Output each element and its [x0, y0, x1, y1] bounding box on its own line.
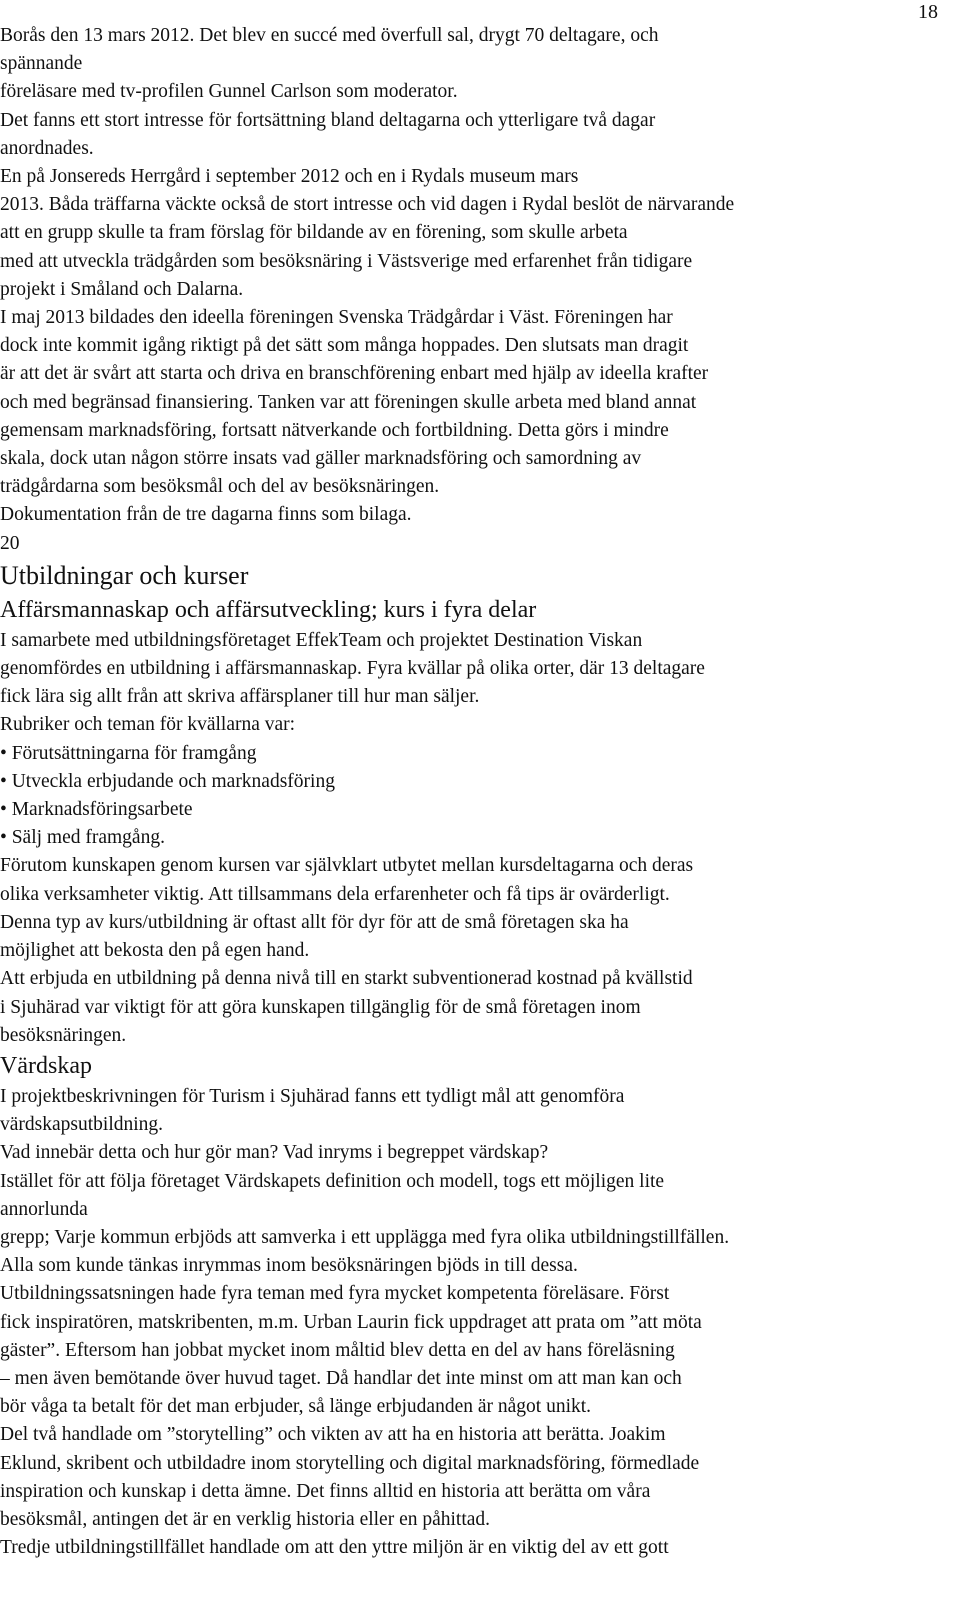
text-line: I maj 2013 bildades den ideella föreningen Svenska Trädgårdar i Väst. Föreningen har — [0, 307, 673, 329]
text-line: • Marknadsföringsarbete — [0, 799, 193, 821]
text-line: värdskapsutbildning. — [0, 1114, 164, 1136]
text-line: besöksnäringen. — [0, 1024, 127, 1046]
text-line: och med begränsad finansiering. Tanken var att föreningen skulle arbeta med bland annat — [0, 391, 697, 413]
text-line: Alla som kunde tänkas inrymmas inom besöksnäringen bjöds in till dessa. — [0, 1255, 578, 1277]
subsection-title-hosting: Värdskap — [0, 1052, 92, 1079]
subsection-title-business: Affärsmannaskap och affärsutveckling; kurs i fyra delar — [0, 596, 537, 623]
text-line: fick lära sig allt från att skriva affärsplaner till hur man säljer. — [0, 686, 480, 708]
subsection-business-text — [0, 627, 935, 1050]
text-line: besöksmål, antingen det är en verklig historia eller en påhittad. — [0, 1508, 491, 1530]
document-body — [0, 22, 935, 1562]
text-line: i Sjuhärad var viktigt för att göra kunskapen tillgänglig för de små företagen inom — [0, 996, 641, 1018]
text-line: Borås den 13 mars 2012. Det blev en succé med överfull sal, drygt 70 deltagare, och — [0, 25, 659, 46]
text-line: gäster”. Eftersom han jobbat mycket inom måltid blev detta en del av hans föreläsning — [0, 1339, 675, 1361]
text-line: En på Jonsereds Herrgård i september 2012 och en i Rydals museum mars — [0, 166, 579, 188]
text-line: Vad innebär detta och hur gör man? Vad inryms i begreppet värdskap? — [0, 1142, 549, 1164]
text-line: Förutom kunskapen genom kursen var självklart utbytet mellan kursdeltagarna och deras — [0, 855, 694, 877]
text-line: – men även bemötande över huvud taget. Då handlar det inte minst om att man kan och — [0, 1367, 682, 1389]
text-line: projekt i Småland och Dalarna. — [0, 278, 244, 300]
text-line: 2013. Båda träffarna väckte också de stort intresse och vid dagen i Rydal beslöt de närvarande — [0, 194, 735, 216]
text-line: att en grupp skulle ta fram förslag för bildande av en förening, som skulle arbeta — [0, 222, 628, 244]
page-number: 18 — [918, 1, 938, 23]
text-line: Dokumentation från de tre dagarna finns som bilaga. — [0, 504, 412, 526]
text-line: Tredje utbildningstillfället handlade om att den yttre miljön är en viktig del av ett gott — [0, 1537, 669, 1559]
text-line: grepp; Varje kommun erbjöds att samverka i ett upplägga med fyra olika utbildningstillfällen. — [0, 1226, 730, 1248]
text-line: • Förutsättningarna för framgång — [0, 742, 257, 764]
text-line: anordnades. — [0, 137, 94, 159]
text-line: gemensam marknadsföring, fortsatt nätverkande och fortbildning. Detta görs i mindre — [0, 419, 669, 441]
text-line: Rubriker och teman för kvällarna var: — [0, 714, 296, 736]
text-line: Del två handlade om ”storytelling” och vikten av att ha en historia att berätta. Joakim — [0, 1424, 666, 1446]
text-line: annorlunda — [0, 1198, 88, 1220]
text-line: fick inspiratören, matskribenten, m.m. Urban Laurin fick uppdraget att prata om ”att möta — [0, 1311, 702, 1333]
intro-text — [0, 22, 935, 530]
text-line: trädgårdarna som besöksmål och del av besöksnäringen. — [0, 476, 440, 498]
text-line: Utbildningssatsningen hade fyra teman med fyra mycket kompetenta föreläsare. Först — [0, 1283, 670, 1305]
text-line: Denna typ av kurs/utbildning är oftast allt för dyr för att de små företagen ska ha — [0, 911, 629, 933]
text-line: Att erbjuda en utbildning på denna nivå till en starkt subventionerad kostnad på kvällstid — [0, 968, 693, 990]
text-line: bör våga ta betalt för det man erbjuder, så länge erbjudanden är något unikt. — [0, 1396, 592, 1418]
section-number: 20 — [0, 532, 20, 554]
text-line: med att utveckla trädgården som besöksnäring i Västsverige med erfarenhet från tidigare — [0, 250, 693, 272]
text-line: dock inte kommit igång riktigt på det sätt som många hoppades. Den slutsats man dragit — [0, 335, 689, 357]
text-line: I projektbeskrivningen för Turism i Sjuhärad fanns ett tydligt mål att genomföra — [0, 1085, 625, 1107]
text-line: inspiration och kunskap i detta ämne. Det finns alltid en historia att berätta om våra — [0, 1480, 651, 1502]
text-line: Det fanns ett stort intresse för fortsättning bland deltagarna och ytterligare två dagar — [0, 109, 656, 131]
subsection-hosting-text — [0, 1083, 935, 1562]
text-line: spännande — [0, 53, 83, 75]
text-line: • Sälj med framgång. — [0, 827, 165, 849]
text-line: Istället för att följa företaget Värdskapets definition och modell, togs ett möjligen lite — [0, 1170, 665, 1192]
text-line: föreläsare med tv-profilen Gunnel Carlson som moderator. — [0, 81, 458, 103]
text-line: är att det är svårt att starta och driva en branschförening enbart med hjälp av ideella krafter — [0, 363, 709, 385]
text-line: skala, dock utan någon större insats vad gäller marknadsföring och samordning av — [0, 448, 642, 470]
text-line: möjlighet att bekosta den på egen hand. — [0, 940, 310, 962]
text-line: • Utveckla erbjudande och marknadsföring — [0, 770, 335, 792]
text-line: olika verksamheter viktig. Att tillsammans dela erfarenheter och få tips är ovärderligt. — [0, 883, 670, 905]
section-title: Utbildningar och kurser — [0, 560, 249, 590]
text-line: Eklund, skribent och utbildadre inom storytelling och digital marknadsföring, förmedlade — [0, 1452, 700, 1474]
text-line: genomfördes en utbildning i affärsmannaskap. Fyra kvällar på olika orter, där 13 deltagare — [0, 658, 705, 680]
text-line: I samarbete med utbildningsföretaget EffekTeam och projektet Destination Viskan — [0, 629, 643, 651]
